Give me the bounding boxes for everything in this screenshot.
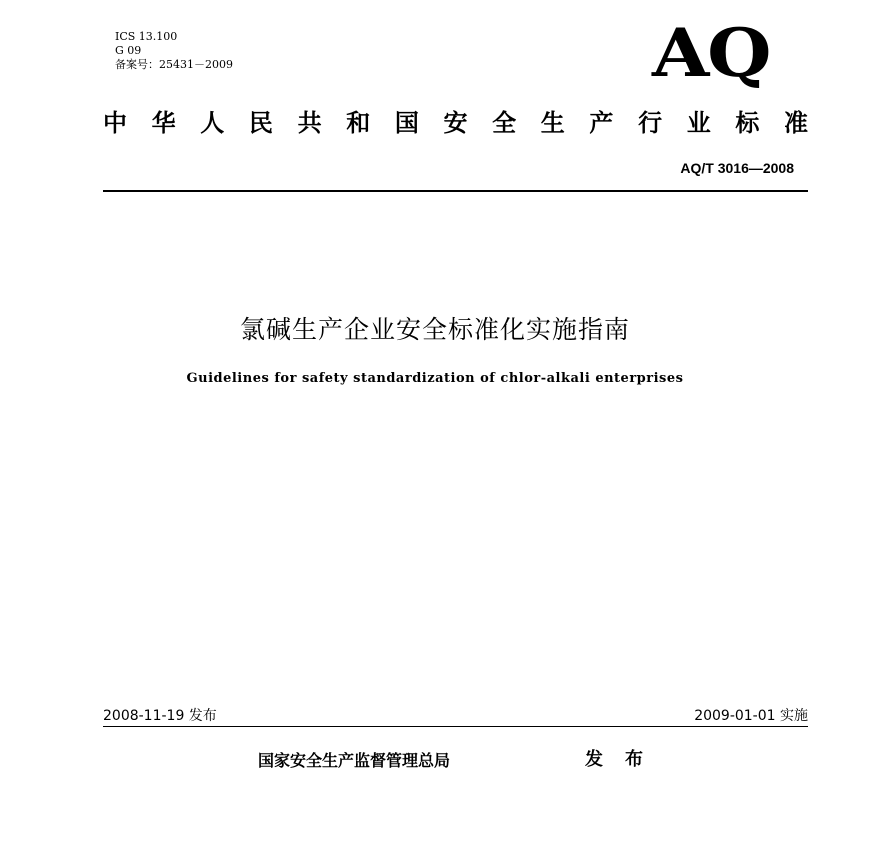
standard-type-title: 中华人民共和国安全生产行业标准: [103, 109, 808, 137]
document-title-english: Guidelines for safety standardization of chlor-alkali enterprises: [186, 371, 684, 386]
issue-date: 2008-11-19 发布: [103, 708, 217, 724]
standard-code: AQ/T 3016—2008: [680, 160, 794, 176]
implementation-date: 2009-01-01 实施: [694, 708, 808, 724]
ics-number: ICS 13.100: [115, 30, 178, 43]
document-title-chinese: 氯碱生产企业安全标准化实施指南: [239, 315, 630, 344]
issue-label: 发布: [585, 749, 665, 770]
top-divider: [103, 190, 808, 192]
classification-code: G 09: [115, 44, 142, 57]
aq-logo: AQ: [652, 14, 770, 92]
record-number: 备案号：25431－2009: [115, 58, 233, 71]
bottom-divider: [103, 726, 808, 727]
issuing-authority: 国家安全生产监督管理总局: [258, 751, 451, 770]
